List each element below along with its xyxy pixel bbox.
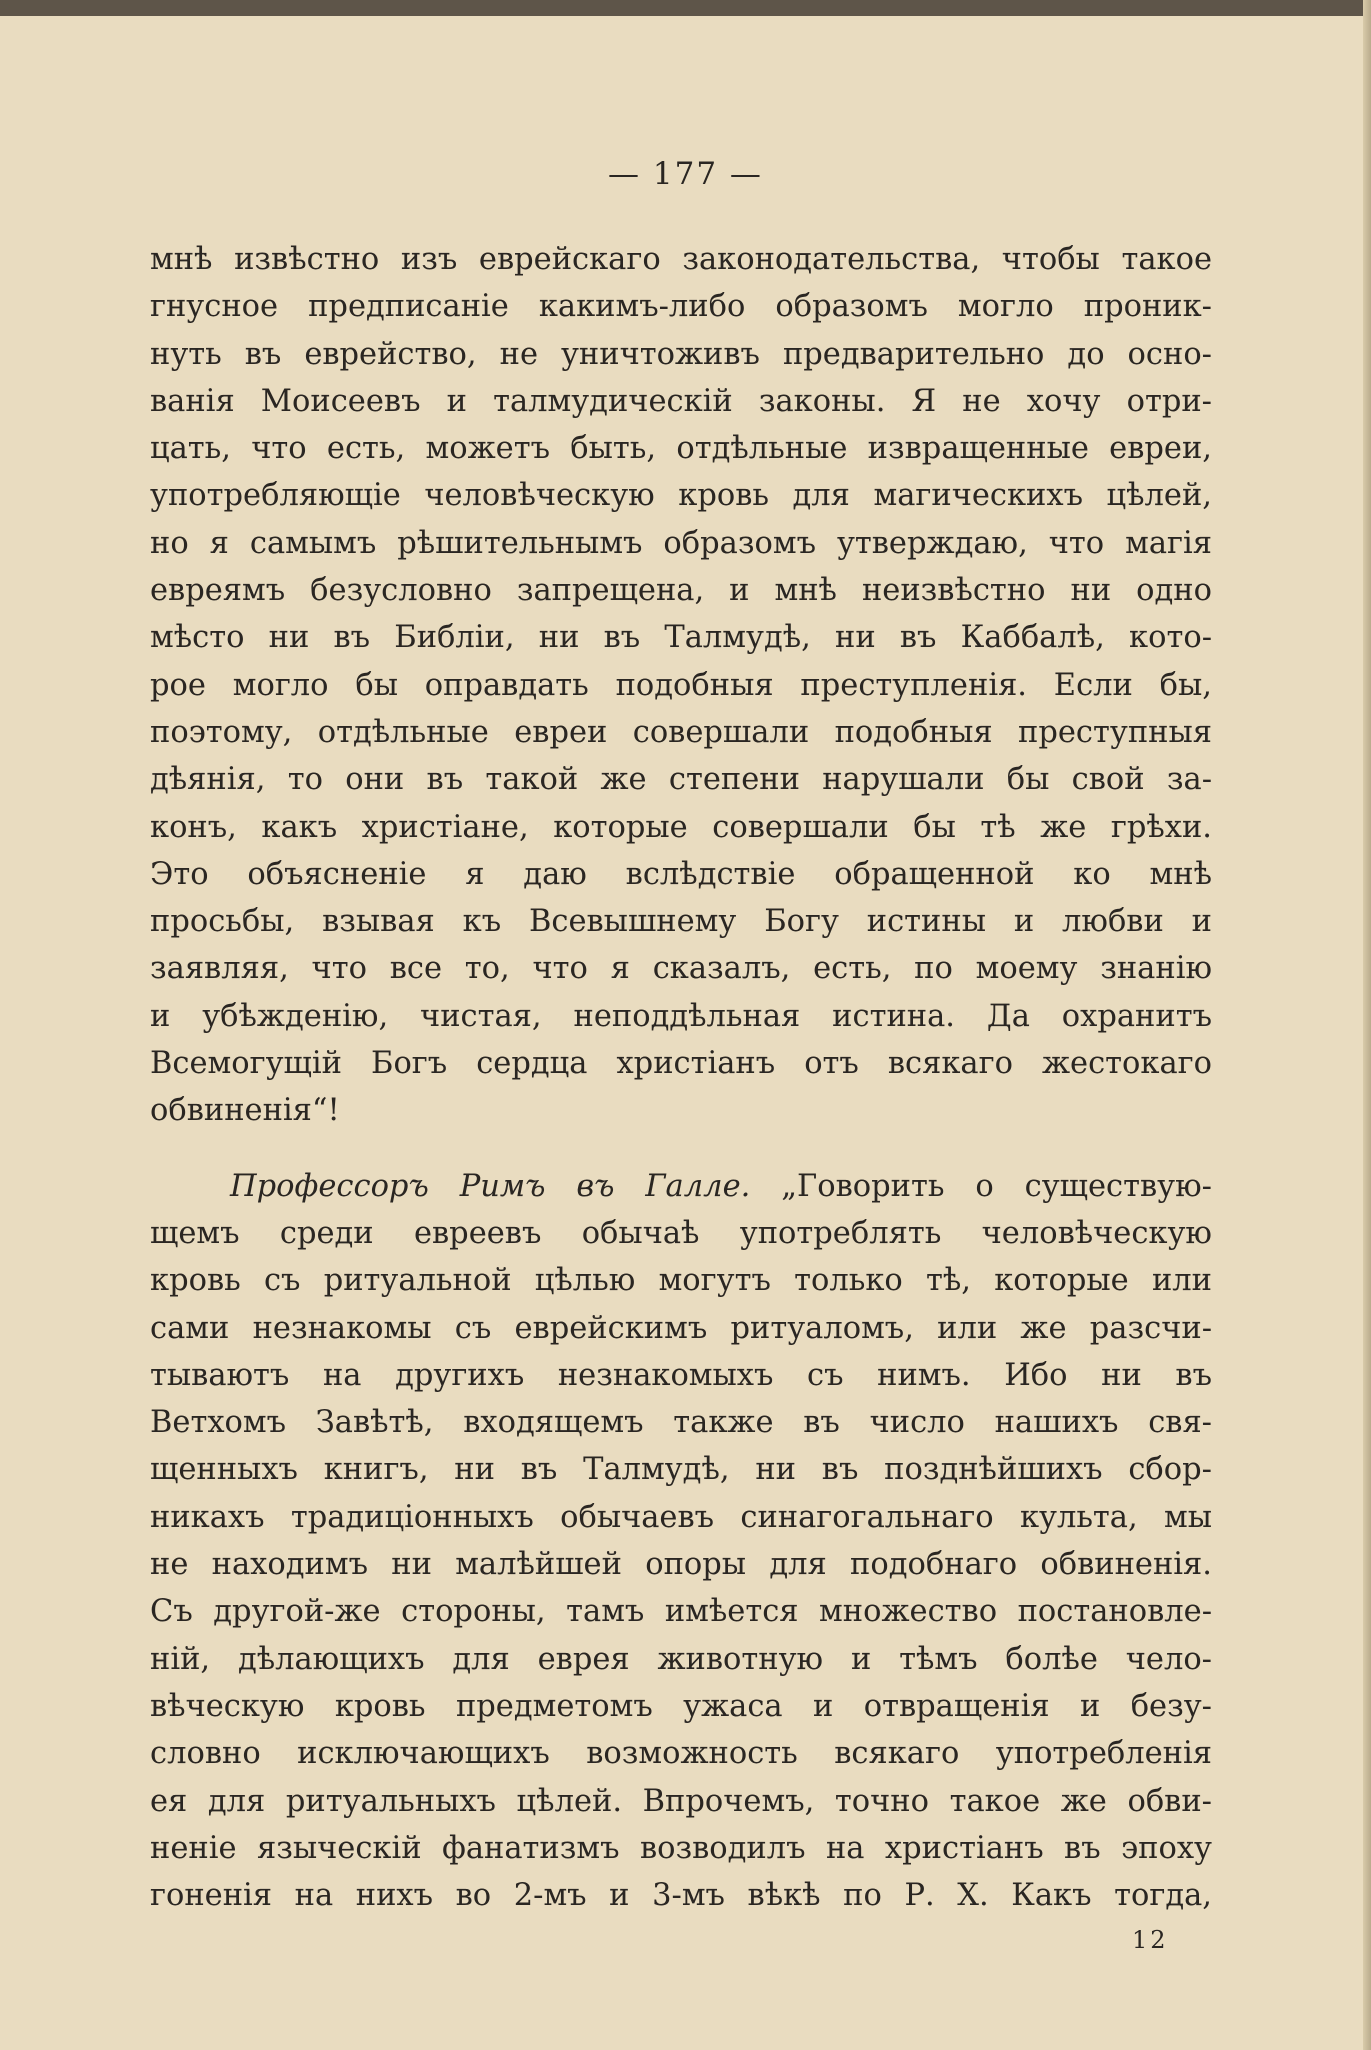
text-line: гнусное предписаніе какимъ-либо образомъ могло проник-	[150, 289, 1212, 325]
text-line: вѣческую кровь предметомъ ужаса и отвращенія и безу-	[150, 1688, 1212, 1724]
text-line: неніе языческій фанатизмъ возводилъ на христіанъ въ эпоху	[150, 1830, 1212, 1866]
text-line: Ветхомъ Завѣтѣ, входящемъ также въ число нашихъ свя-	[150, 1405, 1212, 1441]
text-line: гоненія на нихъ во 2-мъ и 3-мъ вѣкѣ по Р. Х. Какъ тогда,	[150, 1878, 1212, 1914]
text-line: цать, что есть, можетъ быть, отдѣльные извращенные евреи,	[150, 431, 1212, 467]
page-number-header: — 177 —	[608, 156, 763, 192]
text-line: тываютъ на другихъ незнакомыхъ съ нимъ. Ибо ни въ	[150, 1357, 1212, 1393]
text-line: рое могло бы оправдать подобныя преступленія. Если бы,	[150, 667, 1212, 703]
signature-mark: 12	[1132, 1926, 1169, 1954]
text-line: Съ другой-же стороны, тамъ имѣется множество постановле-	[150, 1594, 1212, 1630]
text-line: евреямъ безусловно запрещена, и мнѣ неизвѣстно ни одно	[150, 573, 1212, 609]
text-line: кровь съ ритуальной цѣлью могутъ только тѣ, которые или	[150, 1263, 1212, 1299]
page-top-edge	[0, 0, 1371, 16]
paragraph-2	[150, 1163, 1212, 1920]
text-line: и убѣжденію, чистая, неподдѣльная истина. Да охранитъ	[150, 998, 1212, 1034]
text-line: мнѣ извѣстно изъ еврейскаго законодательства, чтобы такое	[150, 242, 1212, 277]
text-line: обвиненія“!	[150, 1093, 340, 1129]
paragraph-2-first-line	[150, 1163, 1212, 1210]
text-line: конъ, какъ христіане, которые совершали бы тѣ же грѣхи.	[150, 809, 1212, 845]
text-line: ея для ритуальныхъ цѣлей. Впрочемъ, точно такое же обви-	[150, 1783, 1212, 1819]
text-line: ванія Моисеевъ и талмудическій законы. Я не хочу отри-	[150, 383, 1212, 419]
text-line: щенныхъ книгъ, ни въ Талмудѣ, ни въ позднѣйшихъ сбор-	[150, 1452, 1212, 1488]
page-body	[150, 236, 1212, 1919]
text-line: но я самымъ рѣшительнымъ образомъ утверждаю, что магія	[150, 525, 1212, 561]
text-line: просьбы, взывая къ Всевышнему Богу истины и любви и	[150, 904, 1212, 940]
text-line: поэтому, отдѣльные евреи совершали подобныя преступныя	[150, 714, 1212, 750]
text-line: дѣянія, то они въ такой же степени нарушали бы свой за-	[150, 762, 1212, 798]
text-line: Это объясненіе я даю вслѣдствіе обращенной ко мнѣ	[150, 856, 1212, 892]
text-line: Всемогущій Богъ сердца христіанъ отъ всякаго жестокаго	[150, 1046, 1212, 1082]
text-line: не находимъ ни малѣйшей опоры для подобнаго обвиненія.	[150, 1547, 1212, 1583]
text-line: заявляя, что все то, что я сказалъ, есть, по моему знанію	[150, 951, 1212, 987]
text-line: употребляющіе человѣческую кровь для магическихъ цѣлей,	[150, 478, 1212, 514]
text-line: мѣсто ни въ Библіи, ни въ Талмудѣ, ни въ Каббалѣ, кото-	[150, 620, 1212, 656]
speaker-name: Профессоръ Римъ въ Галле.	[230, 1168, 751, 1204]
paragraph-1	[150, 236, 1212, 1135]
text-line: ній, дѣлающихъ для еврея животную и тѣмъ болѣе чело-	[150, 1641, 1212, 1677]
text-line: никахъ традиціонныхъ обычаевъ синагогальнаго культа, мы	[150, 1499, 1212, 1535]
text-line: щемъ среди евреевъ обычаѣ употреблять человѣческую	[150, 1215, 1212, 1251]
text-line: словно исключающихъ возможность всякаго употребленія	[150, 1736, 1212, 1772]
text-line: сами незнакомы съ еврейскимъ ритуаломъ, или же разсчи-	[150, 1310, 1212, 1346]
page-right-edge	[1363, 0, 1371, 2050]
quote-opening: „Говорить о существую-	[781, 1168, 1212, 1204]
text-line: нуть въ еврейство, не уничтоживъ предварительно до осно-	[150, 336, 1212, 372]
paragraph-gap	[150, 1135, 1212, 1163]
